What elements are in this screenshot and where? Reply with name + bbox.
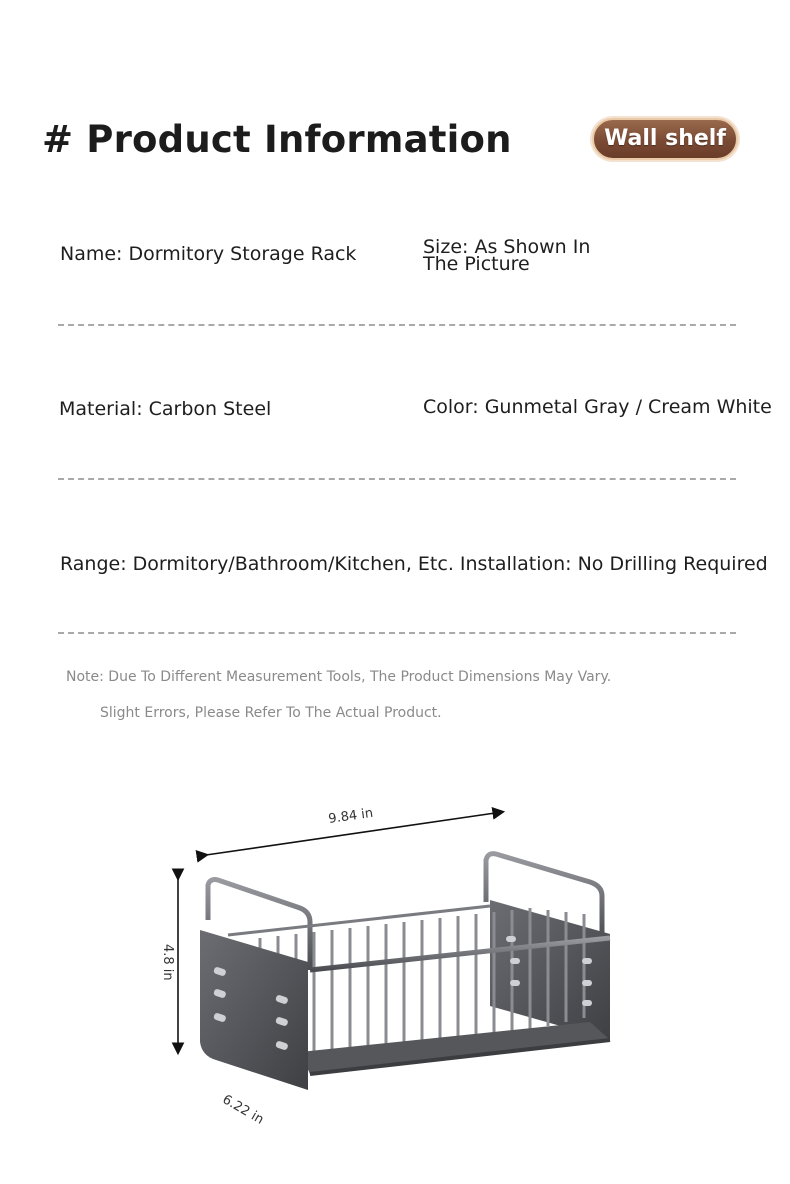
category-badge: Wall shelf [592,118,738,160]
spec-size-line2: The Picture [423,253,530,275]
spec-size-line1: Size: As Shown In [423,236,591,258]
spec-size [423,236,623,275]
left-side-panel [200,930,308,1090]
height-label: 4.8 in [160,944,175,981]
width-label: 9.84 in [327,805,375,827]
divider [58,324,736,326]
product-image-wall-shelf [150,790,630,1150]
basket-base [300,1022,610,1074]
divider [58,632,736,634]
spec-name: Name: Dormitory Storage Rack [60,243,357,265]
page-title: # Product Information [42,118,512,161]
right-back-panel [490,900,610,1040]
note-line-1: Note: Due To Different Measurement Tools, The Product Dimensions May Vary. [66,669,612,685]
back-rail [228,906,490,935]
spec-range-installation: Range: Dormitory/Bathroom/Kitchen, Etc. Installation: No Drilling Required [60,553,768,575]
spec-material: Material: Carbon Steel [59,398,272,420]
divider [58,478,736,480]
spec-color: Color: Gunmetal Gray / Cream White [423,396,772,418]
depth-label: 6.22 in [219,1092,267,1128]
note-line-2: Slight Errors, Please Refer To The Actual Product. [100,705,442,721]
